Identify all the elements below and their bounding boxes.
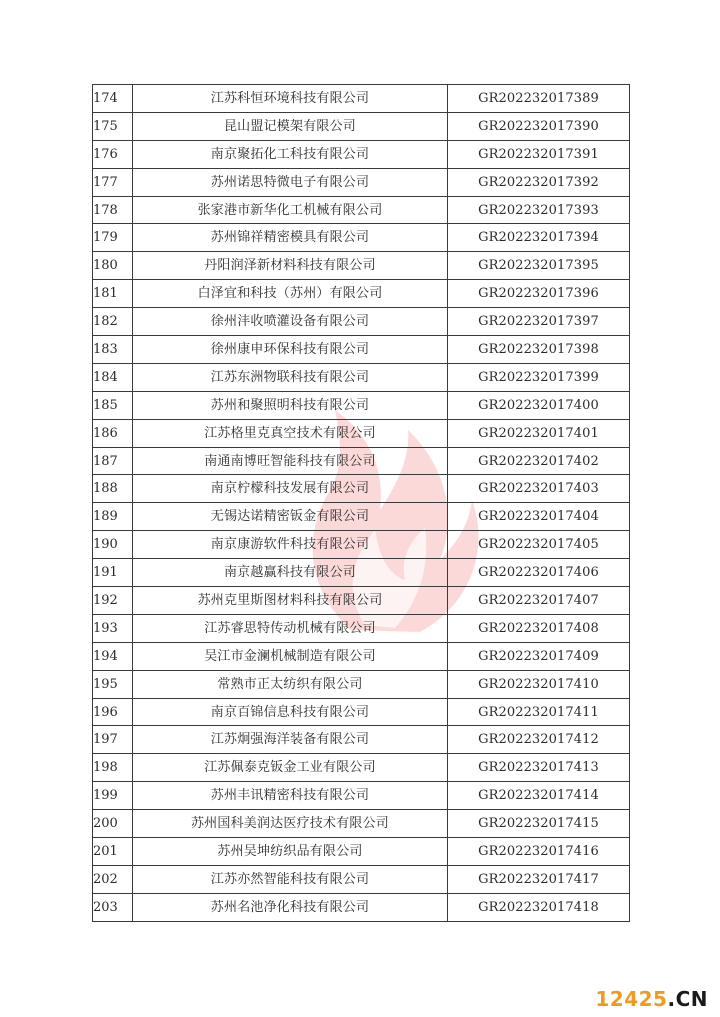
table-row <box>93 642 630 670</box>
company-name: 江苏东洲物联科技有限公司 <box>133 363 448 391</box>
company-name: 张家港市新华化工机械有限公司 <box>133 196 448 224</box>
row-index: 181 <box>93 280 133 308</box>
certificate-number: GR202232017391 <box>448 140 630 168</box>
table-row <box>93 559 630 587</box>
table-row <box>93 726 630 754</box>
table-row <box>93 587 630 615</box>
row-index: 195 <box>93 670 133 698</box>
certificate-number: GR202232017406 <box>448 559 630 587</box>
certificate-number: GR202232017409 <box>448 642 630 670</box>
table-row <box>93 308 630 336</box>
company-name: 白泽宜和科技（苏州）有限公司 <box>133 280 448 308</box>
company-name: 苏州丰讯精密科技有限公司 <box>133 782 448 810</box>
row-index: 193 <box>93 614 133 642</box>
company-name: 苏州诺思特微电子有限公司 <box>133 168 448 196</box>
company-name: 江苏炯强海洋装备有限公司 <box>133 726 448 754</box>
table-row <box>93 893 630 921</box>
certificate-number: GR202232017416 <box>448 838 630 866</box>
table-row <box>93 168 630 196</box>
company-name: 江苏格里克真空技术有限公司 <box>133 419 448 447</box>
table-row <box>93 112 630 140</box>
row-index: 174 <box>93 85 133 113</box>
certificate-number: GR202232017392 <box>448 168 630 196</box>
table-row <box>93 865 630 893</box>
company-name: 昆山盟记模架有限公司 <box>133 112 448 140</box>
certificate-number: GR202232017399 <box>448 363 630 391</box>
table-row <box>93 447 630 475</box>
company-name: 徐州沣收喷灌设备有限公司 <box>133 308 448 336</box>
table-row <box>93 614 630 642</box>
logo-number: 12425 <box>595 987 668 1011</box>
row-index: 186 <box>93 419 133 447</box>
company-name: 江苏亦然智能科技有限公司 <box>133 865 448 893</box>
company-name: 苏州和聚照明科技有限公司 <box>133 391 448 419</box>
table-row <box>93 503 630 531</box>
certificate-number: GR202232017415 <box>448 810 630 838</box>
row-index: 191 <box>93 559 133 587</box>
row-index: 202 <box>93 865 133 893</box>
certificate-number: GR202232017396 <box>448 280 630 308</box>
table-row <box>93 280 630 308</box>
certificate-number: GR202232017410 <box>448 670 630 698</box>
row-index: 190 <box>93 531 133 559</box>
row-index: 179 <box>93 224 133 252</box>
row-index: 201 <box>93 838 133 866</box>
certificate-number: GR202232017395 <box>448 252 630 280</box>
row-index: 198 <box>93 754 133 782</box>
row-index: 200 <box>93 810 133 838</box>
company-name: 徐州康申环保科技有限公司 <box>133 336 448 364</box>
certificate-number: GR202232017413 <box>448 754 630 782</box>
row-index: 192 <box>93 587 133 615</box>
certificate-number: GR202232017412 <box>448 726 630 754</box>
certificate-number: GR202232017389 <box>448 85 630 113</box>
certificate-number: GR202232017407 <box>448 587 630 615</box>
table-row <box>93 140 630 168</box>
certificate-number: GR202232017418 <box>448 893 630 921</box>
company-name: 苏州吴坤纺织品有限公司 <box>133 838 448 866</box>
row-index: 175 <box>93 112 133 140</box>
row-index: 197 <box>93 726 133 754</box>
row-index: 185 <box>93 391 133 419</box>
company-name: 江苏睿思特传动机械有限公司 <box>133 614 448 642</box>
certificate-number: GR202232017414 <box>448 782 630 810</box>
table-row <box>93 391 630 419</box>
company-name: 吴江市金澜机械制造有限公司 <box>133 642 448 670</box>
table-row <box>93 698 630 726</box>
certificate-table <box>92 84 630 922</box>
table-row <box>93 196 630 224</box>
company-name: 苏州国科美润达医疗技术有限公司 <box>133 810 448 838</box>
row-index: 187 <box>93 447 133 475</box>
table-row <box>93 670 630 698</box>
company-name: 南京聚拓化工科技有限公司 <box>133 140 448 168</box>
logo-suffix: .CN <box>667 987 708 1011</box>
certificate-number: GR202232017398 <box>448 336 630 364</box>
certificate-number: GR202232017401 <box>448 419 630 447</box>
site-logo <box>595 987 708 1011</box>
table-row <box>93 810 630 838</box>
company-name: 苏州名池净化科技有限公司 <box>133 893 448 921</box>
row-index: 177 <box>93 168 133 196</box>
certificate-number: GR202232017404 <box>448 503 630 531</box>
row-index: 194 <box>93 642 133 670</box>
table-row <box>93 252 630 280</box>
certificate-number: GR202232017411 <box>448 698 630 726</box>
certificate-number: GR202232017402 <box>448 447 630 475</box>
company-name: 江苏科恒环境科技有限公司 <box>133 85 448 113</box>
company-name: 常熟市正太纺织有限公司 <box>133 670 448 698</box>
row-index: 178 <box>93 196 133 224</box>
certificate-number: GR202232017390 <box>448 112 630 140</box>
certificate-number: GR202232017403 <box>448 475 630 503</box>
row-index: 199 <box>93 782 133 810</box>
certificate-number: GR202232017393 <box>448 196 630 224</box>
company-name: 江苏佩泰克钣金工业有限公司 <box>133 754 448 782</box>
table-row <box>93 475 630 503</box>
table-row <box>93 85 630 113</box>
row-index: 188 <box>93 475 133 503</box>
table-row <box>93 838 630 866</box>
certificate-number: GR202232017417 <box>448 865 630 893</box>
company-name: 无锡达诺精密钣金有限公司 <box>133 503 448 531</box>
certificate-number: GR202232017394 <box>448 224 630 252</box>
company-name: 南京百锦信息科技有限公司 <box>133 698 448 726</box>
table-row <box>93 754 630 782</box>
table-row <box>93 336 630 364</box>
certificate-number: GR202232017397 <box>448 308 630 336</box>
company-name: 南京柠檬科技发展有限公司 <box>133 475 448 503</box>
table-row <box>93 419 630 447</box>
row-index: 189 <box>93 503 133 531</box>
table-row <box>93 224 630 252</box>
row-index: 180 <box>93 252 133 280</box>
row-index: 183 <box>93 336 133 364</box>
row-index: 176 <box>93 140 133 168</box>
table-row <box>93 363 630 391</box>
table-row <box>93 782 630 810</box>
company-name: 南京越赢科技有限公司 <box>133 559 448 587</box>
certificate-number: GR202232017400 <box>448 391 630 419</box>
company-name: 丹阳润泽新材料科技有限公司 <box>133 252 448 280</box>
company-name: 南京康游软件科技有限公司 <box>133 531 448 559</box>
company-name: 苏州克里斯图材料科技有限公司 <box>133 587 448 615</box>
row-index: 203 <box>93 893 133 921</box>
row-index: 182 <box>93 308 133 336</box>
row-index: 184 <box>93 363 133 391</box>
company-name: 南通南博旺智能科技有限公司 <box>133 447 448 475</box>
certificate-number: GR202232017408 <box>448 614 630 642</box>
certificate-number: GR202232017405 <box>448 531 630 559</box>
table-row <box>93 531 630 559</box>
company-name: 苏州锦祥精密模具有限公司 <box>133 224 448 252</box>
row-index: 196 <box>93 698 133 726</box>
